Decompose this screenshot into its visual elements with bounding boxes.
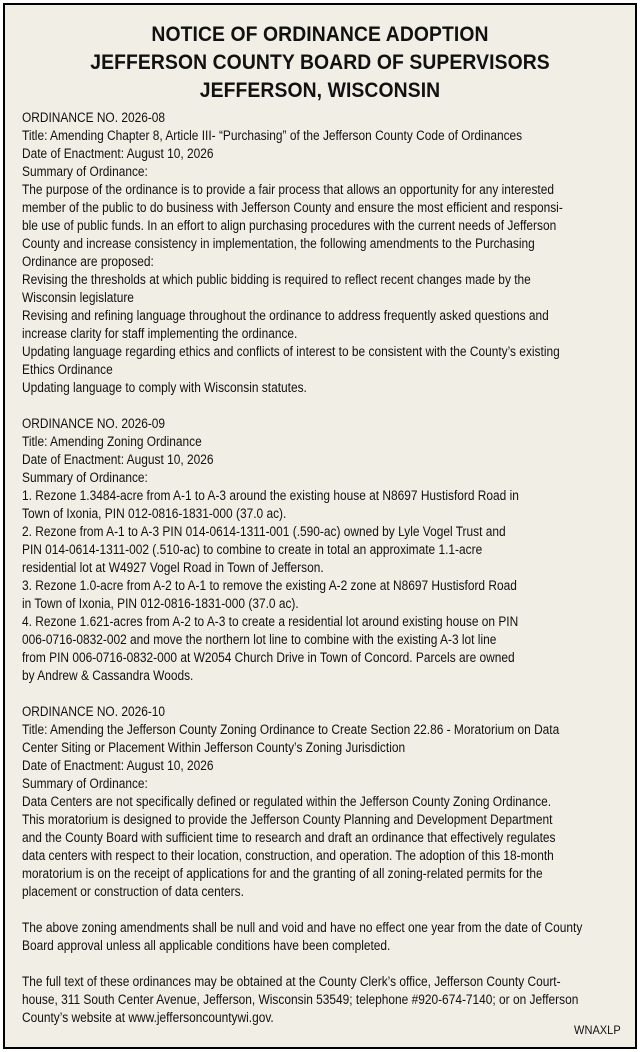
- summary-line: Revising the thresholds at which public bidding is required to reflect recent changes made by the: [22, 272, 531, 287]
- summary-line: Updating language to comply with Wisconsin statutes.: [22, 380, 307, 395]
- notice-header: [5, 20, 635, 104]
- summary-line: moratorium is on the receipt of applications for and the granting of all zoning-related permits for the: [22, 866, 543, 881]
- note-line: The above zoning amendments shall be null and void and have no effect one year from the date of County: [22, 920, 583, 935]
- section-spacer: [22, 955, 609, 973]
- section-spacer: [22, 397, 609, 415]
- enactment-date: Date of Enactment: August 10, 2026: [22, 146, 214, 161]
- full-text-availability: [22, 973, 609, 1027]
- summary-line: PIN 014-0614-1311-002 (.510-ac) to combine to create in total an approximate 1.1-acre: [22, 542, 483, 557]
- summary-line: by Andrew & Cassandra Woods.: [22, 668, 194, 683]
- summary-line: ble use of public funds. In an effort to align purchasing procedures with the current needs of Jefferson: [22, 218, 557, 233]
- summary-line: residential lot at W4927 Vogel Road in Town of Jefferson.: [22, 560, 324, 575]
- notice-title: NOTICE OF ORDINANCE ADOPTION: [151, 22, 489, 46]
- summary-line: Updating language regarding ethics and conflicts of interest to be consistent with the County’s existing: [22, 344, 560, 359]
- ordinance-2026-08: [22, 109, 609, 397]
- publication-code: WNAXLP: [574, 1023, 621, 1037]
- board-name: JEFFERSON COUNTY BOARD OF SUPERVISORS: [90, 50, 550, 74]
- summary-line: Wisconsin legislature: [22, 290, 134, 305]
- ordinance-2026-10: [22, 703, 609, 901]
- summary-line: This moratorium is designed to provide the Jefferson County Planning and Development Department: [22, 812, 553, 827]
- summary-line: and the County Board with sufficient time to research and draft an ordinance that effectively regulates: [22, 830, 556, 845]
- ordinance-title-cont: Center Siting or Placement Within Jefferson County’s Zoning Jurisdiction: [22, 740, 406, 755]
- amendment-void-note: [22, 919, 609, 955]
- ordinance-title: Title: Amending Zoning Ordinance: [22, 434, 202, 449]
- enactment-date: Date of Enactment: August 10, 2026: [22, 452, 214, 467]
- summary-line: 1. Rezone 1.3484-acre from A-1 to A-3 around the existing house at N8697 Hustisford Road in: [22, 488, 519, 503]
- summary-heading: Summary of Ordinance:: [22, 470, 148, 485]
- summary-line: County and increase consistency in implementation, the following amendments to the Purchasing: [22, 236, 535, 251]
- section-spacer: [22, 685, 609, 703]
- ordinance-number: ORDINANCE NO. 2026-08: [22, 110, 166, 125]
- ordinance-title: Title: Amending the Jefferson County Zoning Ordinance to Create Section 22.86 - Moratorium on Data: [22, 722, 560, 737]
- section-spacer: [22, 901, 609, 919]
- legal-notice: [3, 3, 637, 1049]
- summary-line: Data Centers are not specifically defined or regulated within the Jefferson County Zoning Ordinance.: [22, 794, 552, 809]
- availability-line: The full text of these ordinances may be obtained at the County Clerk’s office, Jefferson County Court-: [22, 974, 561, 989]
- summary-line: in Town of Ixonia, PIN 012-0816-1831-000 (37.0 ac).: [22, 596, 299, 611]
- ordinance-number: ORDINANCE NO. 2026-10: [22, 704, 166, 719]
- summary-line: Ethics Ordinance: [22, 362, 113, 377]
- summary-line: Revising and refining language throughout the ordinance to address frequently asked questions and: [22, 308, 549, 323]
- summary-heading: Summary of Ordinance:: [22, 164, 148, 179]
- summary-line: 006-0716-0832-002 and move the northern lot line to combine with the existing A-3 lot line: [22, 632, 497, 647]
- summary-line: member of the public to do business with Jefferson County and ensure the most efficient and responsi-: [22, 200, 563, 215]
- summary-line: data centers with respect to their location, construction, and operation. The adoption of this 18-month: [22, 848, 554, 863]
- ordinance-title: Title: Amending Chapter 8, Article III- “Purchasing” of the Jefferson County Code of Ordinances: [22, 128, 523, 143]
- summary-line: from PIN 006-0716-0832-000 at W2054 Church Drive in Town of Concord. Parcels are owned: [22, 650, 515, 665]
- summary-line: 3. Rezone 1.0-acre from A-2 to A-1 to remove the existing A-2 zone at N8697 Hustisford Road: [22, 578, 517, 593]
- location-name: JEFFERSON, WISCONSIN: [199, 78, 441, 102]
- summary-line: Ordinance are proposed:: [22, 254, 154, 269]
- summary-line: 4. Rezone 1.621-acres from A-2 to A-3 to create a residential lot around existing house on PIN: [22, 614, 519, 629]
- summary-line: 2. Rezone from A-1 to A-3 PIN 014-0614-1311-001 (.590-ac) owned by Lyle Vogel Trust and: [22, 524, 506, 539]
- availability-line: house, 311 South Center Avenue, Jefferson, Wisconsin 53549; telephone #920-674-7140; or on Jefferson: [22, 992, 579, 1007]
- note-line: Board approval unless all applicable conditions have been completed.: [22, 938, 391, 953]
- notice-body: [22, 109, 609, 1027]
- summary-line: Town of Ixonia, PIN 012-0816-1831-000 (37.0 ac).: [22, 506, 287, 521]
- ordinance-2026-09: [22, 415, 609, 685]
- summary-line: increase clarity for staff implementing the ordinance.: [22, 326, 298, 341]
- summary-line: The purpose of the ordinance is to provide a fair process that allows an opportunity for any interested: [22, 182, 554, 197]
- availability-line: County’s website at www.jeffersoncountywi.gov.: [22, 1010, 274, 1025]
- summary-line: placement or construction of data centers.: [22, 884, 244, 899]
- enactment-date: Date of Enactment: August 10, 2026: [22, 758, 214, 773]
- ordinance-number: ORDINANCE NO. 2026-09: [22, 416, 166, 431]
- summary-heading: Summary of Ordinance:: [22, 776, 148, 791]
